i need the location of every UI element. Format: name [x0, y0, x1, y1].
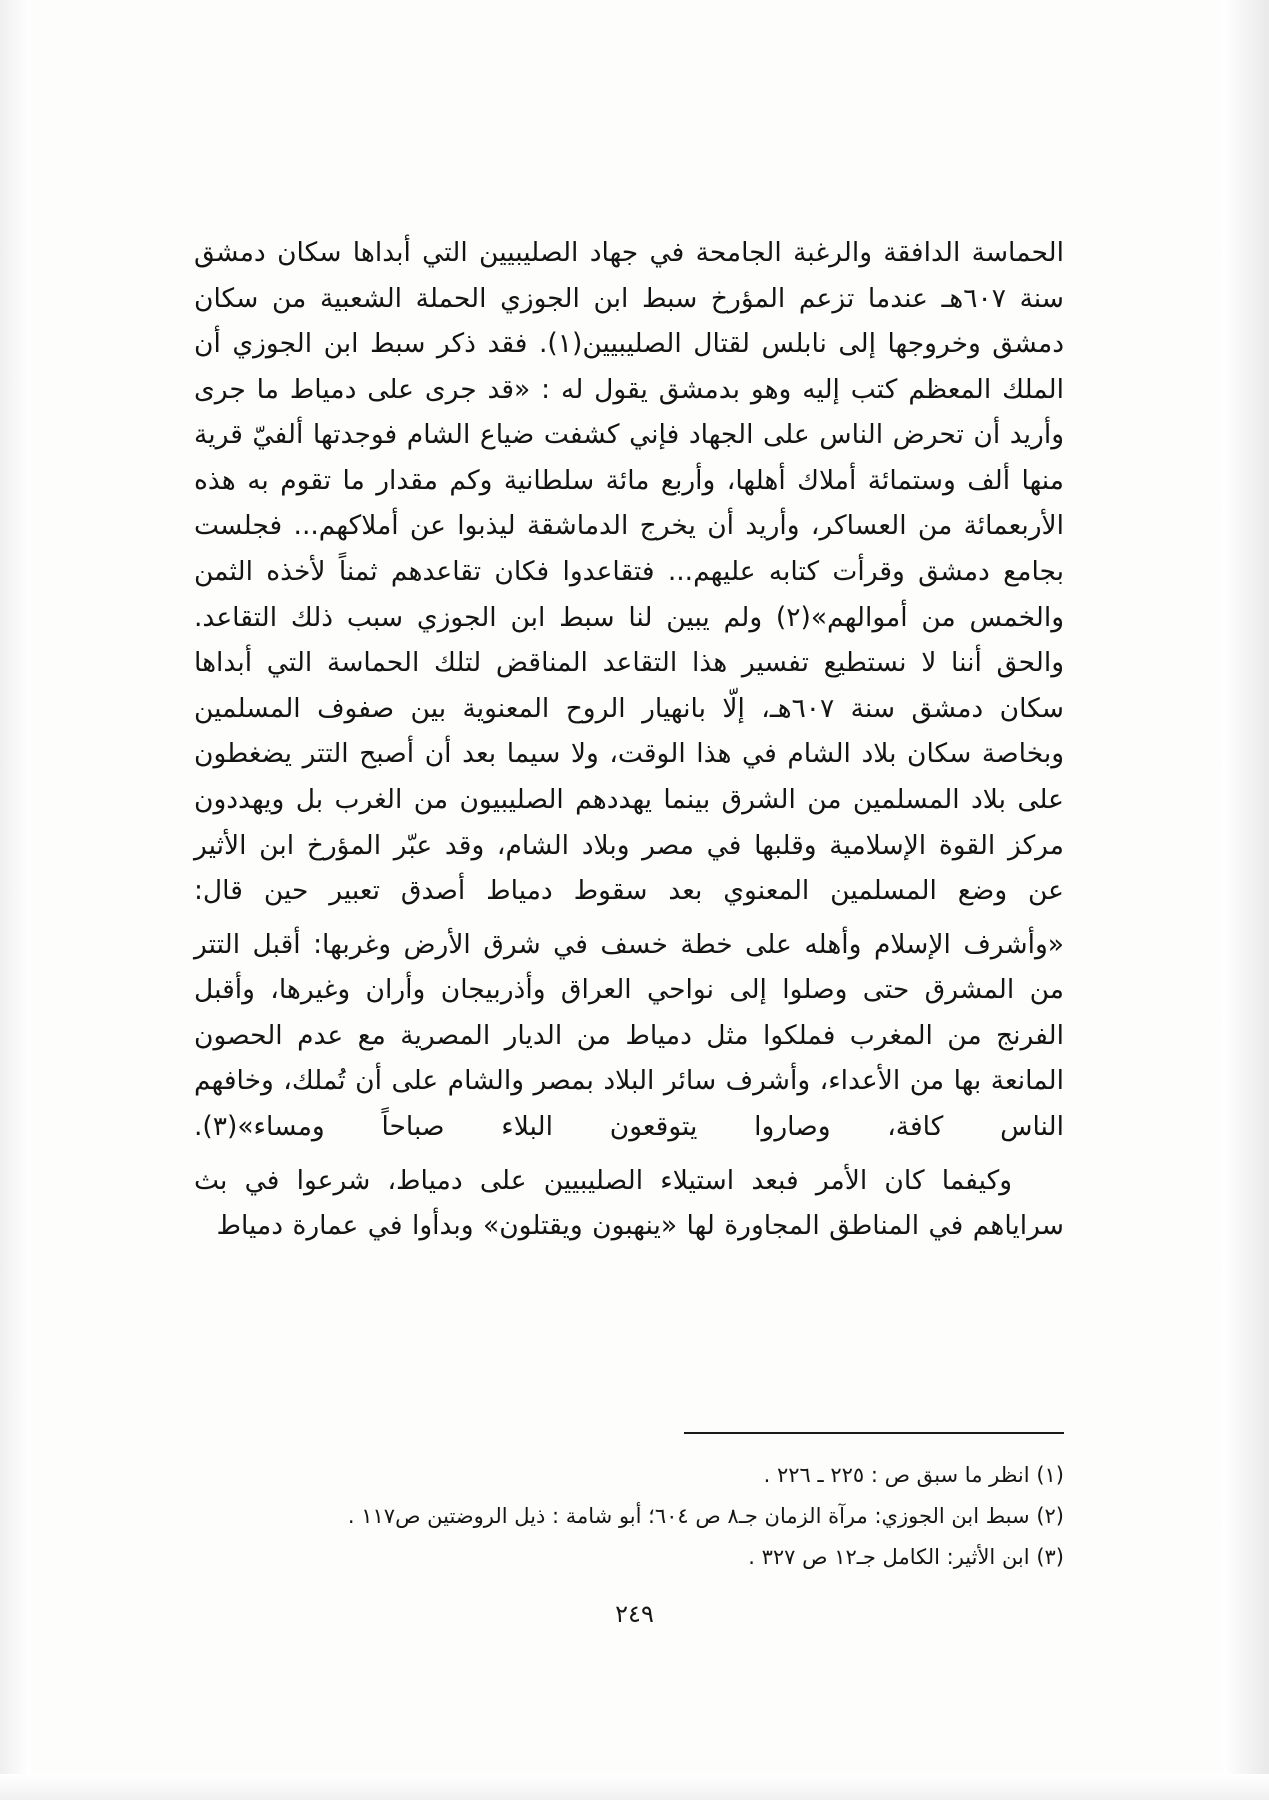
- scan-edge-bottom: [0, 1774, 1269, 1800]
- paragraph-3: [194, 1158, 1064, 1249]
- footnote-marker: (٣): [1036, 1544, 1064, 1569]
- footnote-text: انظر ما سبق ص : ٢٢٥ ـ ٢٢٦ .: [763, 1463, 1030, 1487]
- scan-edge-right: [1223, 0, 1269, 1800]
- footnote-text: سبط ابن الجوزي: مرآة الزمان جـ٨ ص ٦٠٤؛ أبو شامة : ذيل الروضتين ص١١٧ .: [347, 1503, 1030, 1528]
- footnotes-block: [194, 1455, 1064, 1578]
- paragraph-2: «وأشرف الإسلام وأهله على خطة خسف في شرق الأرض وغربها: أقبل التتر من المشرق حتى وصلوا إلى نواحي العراق وأذربيجان وأران وغيرها، وأقبل الفرنج من المغرب فملكوا مثل دمياط من الديار المصرية مع عدم الحصون المانعة بها من الأعداء، وأشرف سائر البلاد بمصر والشام على أن تُملك، وخافهم الناس كافة، وصاروا يتوقعون البلاء صباحاً ومساء»(٣).: [194, 928, 1064, 1142]
- scan-edge-left: [0, 0, 30, 1800]
- footnote-text: ابن الأثير: الكامل جـ١٢ ص ٣٢٧ .: [748, 1544, 1030, 1569]
- footnote-item: [194, 1537, 1064, 1578]
- page-number: ٢٤٩: [615, 1600, 654, 1628]
- footnote-marker: (٢): [1036, 1503, 1064, 1528]
- body-text-column: [194, 230, 1064, 1257]
- footnote-item: [194, 1496, 1064, 1537]
- paragraph-1: الحماسة الدافقة والرغبة الجامحة في جهاد الصليبيين التي أبداها سكان دمشق سنة ٦٠٧هـ عندما تزعم المؤرخ سبط ابن الجوزي الحملة الشعبية من سكان دمشق وخروجها إلى نابلس لقتال الصليبيين(١). فقد ذكر سبط ابن الجوزي أن الملك المعظم كتب إليه وهو بدمشق يقول له : «قد جرى على دمياط ما جرى وأريد أن تحرض الناس على الجهاد فإني كشفت ضياع الشام فوجدتها ألفيّ قرية منها ألف وستمائة أملاك أهلها، وأربع مائة سلطانية وكم مقدار ما تقوم به هذه الأربعمائة من العساكر، وأريد أن يخرج الدماشقة ليذبوا عن أملاكهم... فجلست بجامع دمشق وقرأت كتابه عليهم... فتقاعدوا فكان تقاعدهم ثمناً لأخذه الثمن والخمس من أموالهم»(٢) ولم يبين لنا سبط ابن الجوزي سبب ذلك التقاعد. والحق أننا لا نستطيع تفسير هذا التقاعد المناقض لتلك الحماسة التي أبداها سكان دمشق سنة ٦٠٧هـ، إلّا بانهيار الروح المعنوية بين صفوف المسلمين وبخاصة سكان بلاد الشام في هذا الوقت، ولا سيما بعد أن أصبح التتر يضغطون على بلاد المسلمين من الشرق بينما يهددهم الصليبيون من الغرب بل ويهددون مركز القوة الإسلامية وقلبها في مصر وبلاد الشام، وقد عبّر المؤرخ ابن الأثير عن وضع المسلمين المعنوي بعد سقوط دمياط أصدق تعبير حين قال:: [194, 237, 1064, 907]
- footnote-marker: (١): [1036, 1463, 1064, 1487]
- paragraph-3-text: وكيفما كان الأمر فبعد استيلاء الصليبيين على دمياط، شرعوا في بث سراياهم في المناطق المجاورة لها «ينهبون ويقتلون» وبدأوا في عمارة دمياط: [194, 1164, 1064, 1242]
- footnote-separator-rule: [684, 1432, 1064, 1434]
- footnote-item: [194, 1455, 1064, 1496]
